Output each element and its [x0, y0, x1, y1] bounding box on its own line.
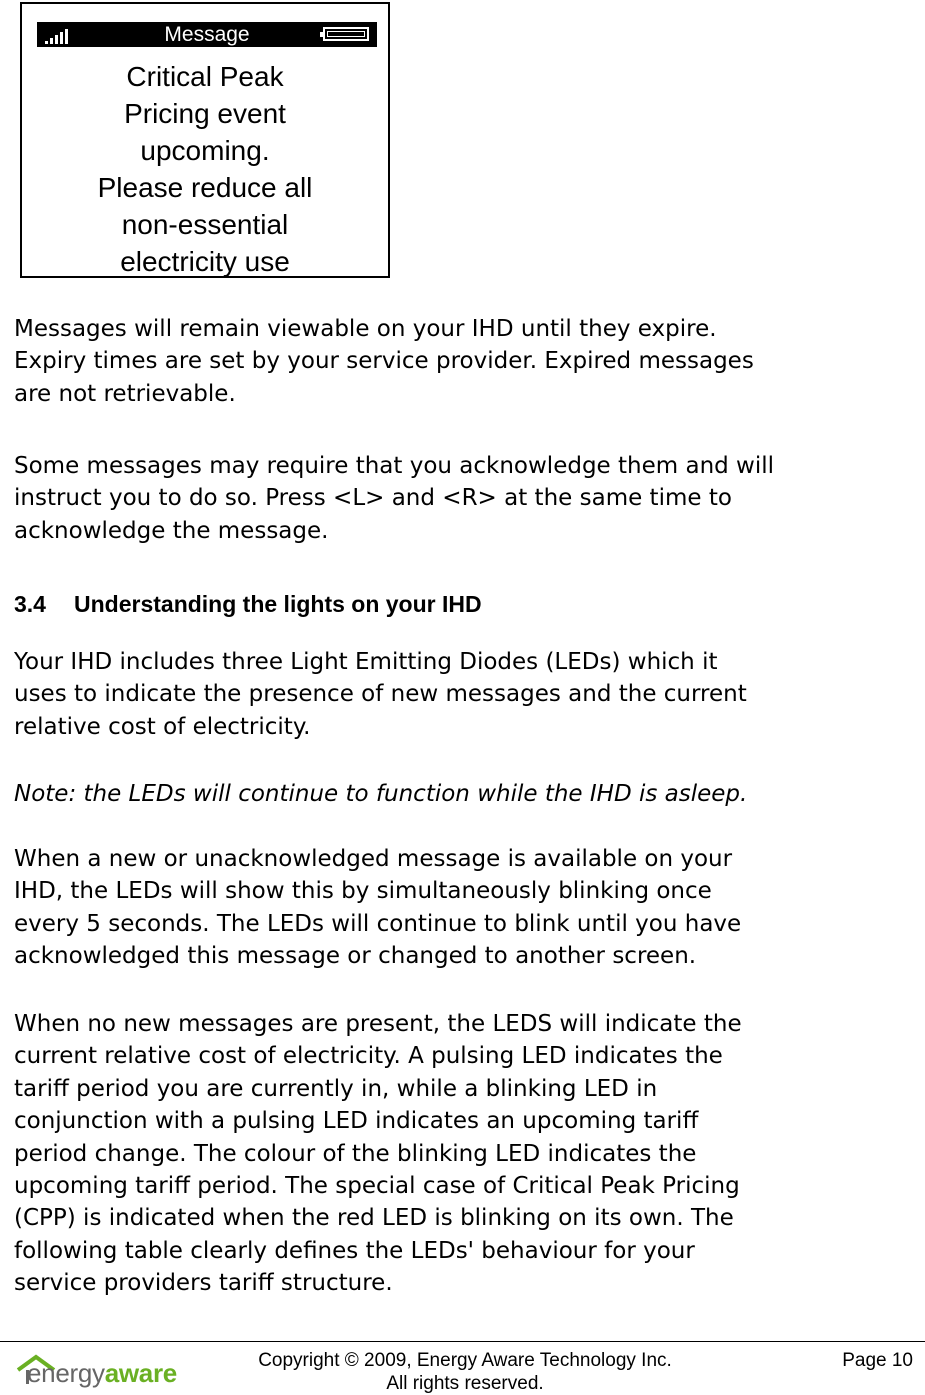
- text-line: service providers tariff structure.: [14, 1270, 393, 1297]
- copyright-line-1: Copyright © 2009, Energy Aware Technology Inc.: [258, 1350, 672, 1371]
- message-line: non-essential: [121, 209, 289, 240]
- paragraph-new-message-leds: [14, 843, 919, 973]
- text-line: conjunction with a pulsing LED indicates an upcoming tariff: [14, 1108, 699, 1135]
- paragraph-acknowledge: [14, 450, 919, 547]
- text-line: every 5 seconds. The LEDs will continue to blink until you have: [14, 910, 742, 937]
- text-line: Expiry times are set by your service provider. Expired messages: [14, 348, 754, 375]
- section-heading: [14, 590, 482, 618]
- logo-aware: aware: [104, 1358, 177, 1388]
- text-line: tariff period you are currently in, while a blinking LED in: [14, 1075, 658, 1102]
- text-line: instruct you to do so. Press <L> and <R> at the same time to: [14, 485, 732, 512]
- text-line: When no new messages are present, the LEDS will indicate the: [14, 1011, 742, 1037]
- text-line: uses to indicate the presence of new messages and the current: [14, 681, 747, 708]
- text-line: acknowledge the message.: [14, 517, 329, 544]
- energyaware-logo: [27, 1358, 177, 1388]
- page-number: Page 10: [842, 1350, 913, 1371]
- text-line: Note: the LEDs will continue to function while the IHD is asleep.: [14, 781, 748, 807]
- text-line: period change. The colour of the blinking LED indicates the: [14, 1140, 697, 1167]
- text-line: Your IHD includes three Light Emitting Diodes (LEDs) which it: [14, 649, 718, 675]
- text-line: following table clearly defines the LEDs' behaviour for your: [14, 1237, 695, 1264]
- text-line: IHD, the LEDs will show this by simultaneously blinking once: [14, 878, 712, 905]
- ihd-screen-illustration: [20, 2, 390, 278]
- message-line: electricity use: [120, 246, 290, 277]
- message-line: Pricing event: [124, 98, 286, 129]
- message-line: Please reduce all: [97, 172, 313, 203]
- section-number: 3.4: [14, 591, 46, 617]
- note-leds-asleep: [14, 778, 919, 810]
- footer-divider: [0, 1341, 925, 1342]
- ihd-status-bar: [37, 22, 377, 47]
- ihd-message-text: [22, 58, 388, 280]
- paragraph-tariff-leds: [14, 1008, 919, 1300]
- text-line: are not retrievable.: [14, 380, 236, 407]
- text-line: When a new or unacknowledged message is available on your: [14, 846, 733, 872]
- section-title: Understanding the lights on your IHD: [74, 591, 482, 617]
- text-line: current relative cost of electricity. A pulsing LED indicates the: [14, 1043, 723, 1070]
- message-line: upcoming.: [140, 135, 270, 166]
- text-line: acknowledged this message or changed to another screen.: [14, 943, 697, 970]
- text-line: upcoming tariff period. The special case of Critical Peak Pricing: [14, 1173, 740, 1200]
- message-line: Critical Peak: [126, 61, 284, 92]
- battery-icon: [323, 27, 369, 41]
- paragraph-leds-intro: [14, 646, 919, 743]
- ihd-status-title: Message: [164, 23, 250, 46]
- text-line: Some messages may require that you acknowledge them and will: [14, 453, 775, 479]
- text-line: Messages will remain viewable on your IHD until they expire.: [14, 316, 717, 342]
- copyright-line-2: All rights reserved.: [386, 1373, 544, 1394]
- paragraph-message-expiry: [14, 313, 919, 410]
- logo-energy: energy: [27, 1358, 105, 1388]
- text-line: (CPP) is indicated when the red LED is blinking on its own. The: [14, 1205, 734, 1232]
- text-line: relative cost of electricity.: [14, 713, 311, 740]
